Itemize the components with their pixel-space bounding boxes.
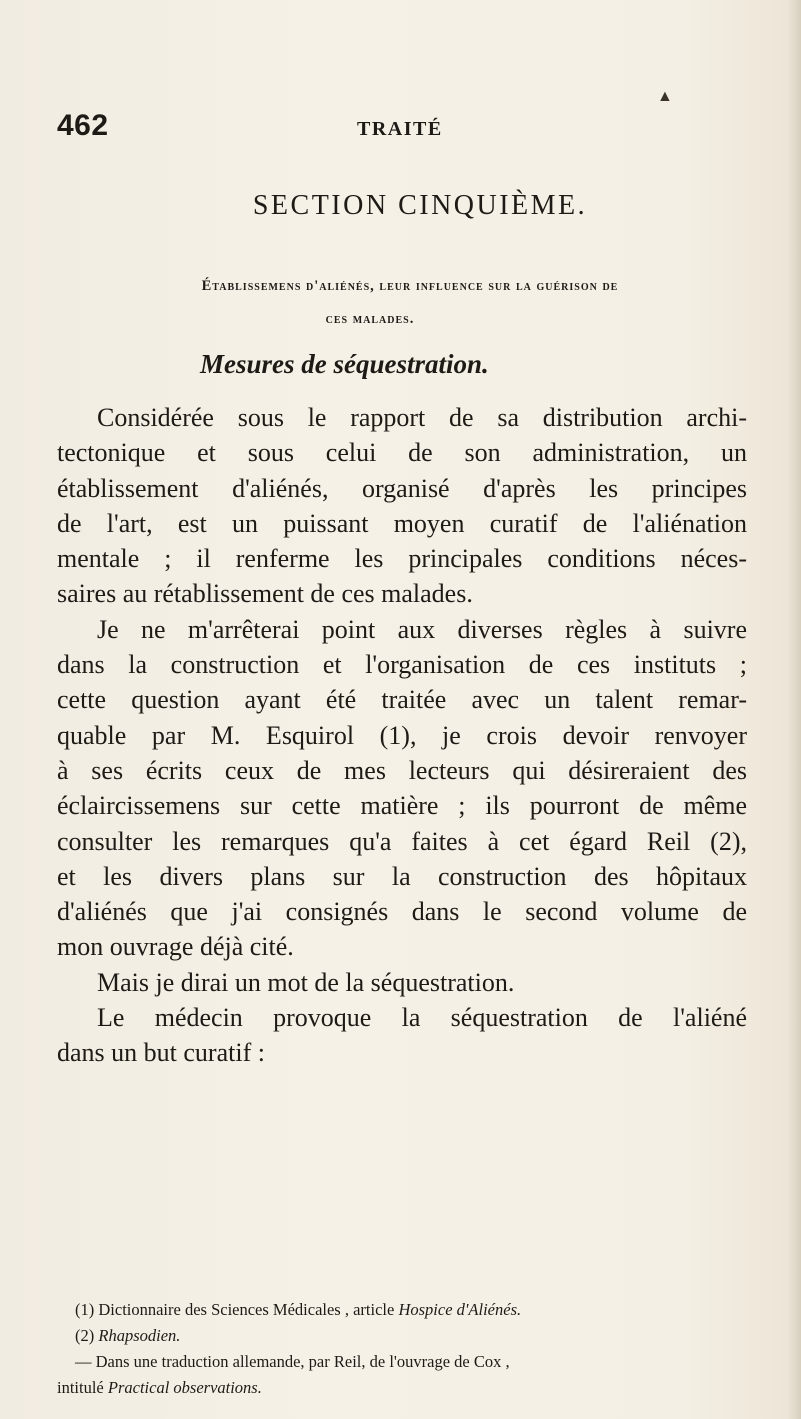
paragraph-1 [57, 400, 747, 612]
paragraph-3 [57, 965, 747, 1000]
text-line: d'aliénés que j'ai consignés dans le second volume de [57, 897, 747, 927]
page-edge-shadow [787, 0, 801, 1419]
text-line: tectonique et sous celui de son administration, un [57, 438, 747, 468]
section-subtitle-line-2: ces malades. [325, 311, 415, 327]
paragraph-2 [57, 612, 747, 965]
text-line: Mais je dirai un mot de la séquestration. [97, 967, 515, 997]
text-line: quable par M. Esquirol (1), je crois devoir renvoyer [57, 720, 747, 750]
text-line: saires au rétablissement de ces malades. [57, 579, 473, 609]
text-line: cette question ayant été traitée avec un talent remar- [57, 685, 747, 715]
body-text [57, 400, 747, 1071]
text-line: et les divers plans sur la construction des hôpitaux [57, 861, 747, 891]
text-line: Je ne m'arrêterai point aux diverses règles à suivre [97, 614, 747, 644]
footnote-2: (2) Rhapsodien. [75, 1326, 181, 1345]
footnote-2-continued-end: intitulé Practical observations. [57, 1378, 262, 1397]
text-line: à ses écrits ceux de mes lecteurs qui désireraient des [57, 755, 747, 785]
section-title: SECTION CINQUIÈME. [252, 190, 588, 221]
page-number: 462 [57, 109, 109, 142]
text-line: dans un but curatif : [57, 1038, 265, 1068]
footnotes [57, 1297, 747, 1401]
text-line: Le médecin provoque la séquestration de l'aliéné [97, 1003, 747, 1033]
running-head: TRAITÉ [357, 118, 443, 140]
text-line: de l'art, est un puissant moyen curatif de l'aliénation [57, 508, 747, 538]
footnote-1: (1) Dictionnaire des Sciences Médicales , article Hospice d'Aliénés. [75, 1300, 522, 1319]
text-line: établissement d'aliénés, organisé d'après les principes [57, 473, 747, 503]
text-line: Considérée sous le rapport de sa distribution archi- [97, 403, 747, 432]
footnote-2-continued: — Dans une traduction allemande, par Reil, de l'ouvrage de Cox , [75, 1352, 510, 1371]
text-line: dans la construction et l'organisation de ces instituts ; [57, 650, 747, 680]
subsection-heading: Mesures de séquestration. [200, 349, 489, 379]
text-line: mentale ; il renferme les principales conditions néces- [57, 544, 747, 574]
triangle-mark-icon: ▲ [657, 88, 673, 105]
text-line: consulter les remarques qu'a faites à cet égard Reil (2), [57, 826, 747, 856]
text-line: éclaircissemens sur cette matière ; ils pourront de même [57, 791, 747, 821]
paragraph-4 [57, 1000, 747, 1071]
section-subtitle-line-1: Établissemens d'aliénés, leur influence sur la guérison de [201, 278, 619, 294]
text-line: mon ouvrage déjà cité. [57, 932, 294, 962]
